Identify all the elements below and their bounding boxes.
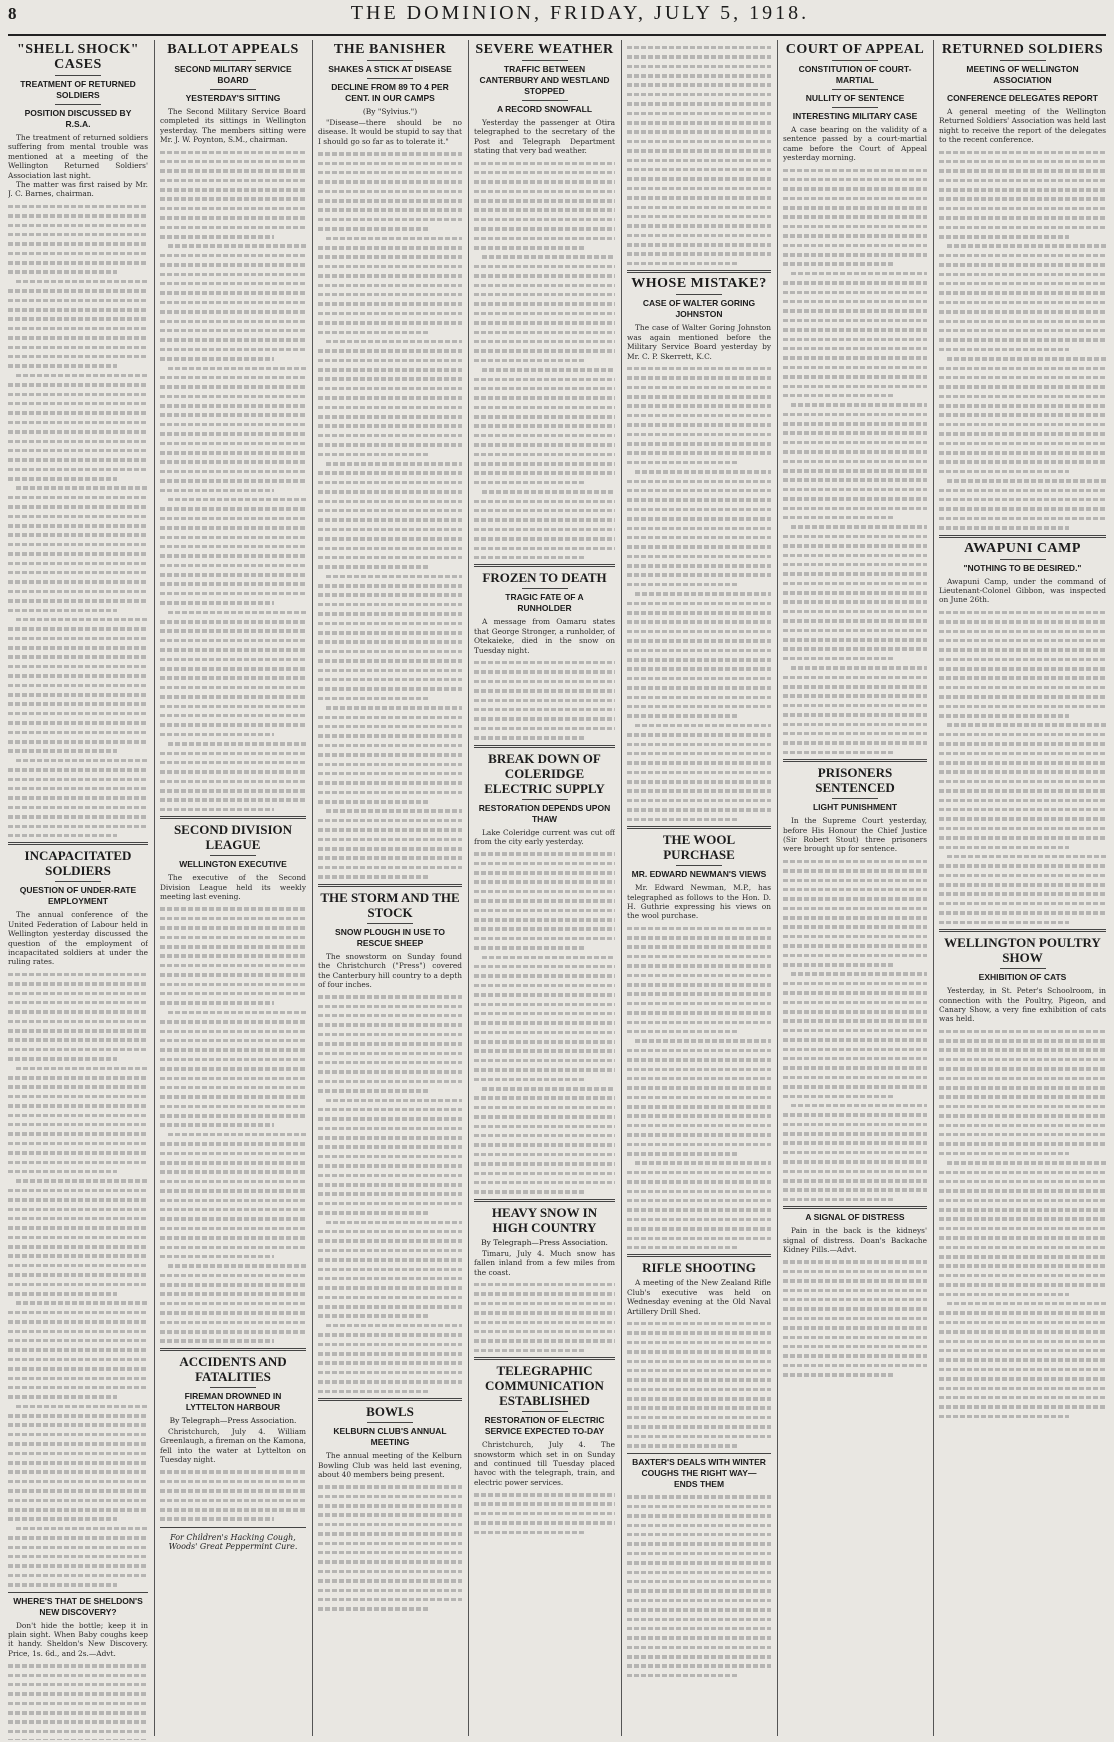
- subhead: LIGHT PUNISHMENT: [812, 802, 898, 813]
- body-text-block: [783, 860, 927, 1202]
- subhead: SHAKES A STICK AT DISEASE: [328, 64, 452, 74]
- column-rule: [621, 40, 622, 1736]
- article-paragraph: Christchurch, July 4. William Greenlaugh, a fireman on the Kamona, fell into the water at Lyttelton on Tuesday night.: [160, 1426, 306, 1465]
- headline-second-division-league: SECOND DIVISION LEAGUE: [173, 822, 293, 853]
- divider: [210, 1387, 256, 1388]
- column-rule: [312, 40, 313, 1736]
- subhead: DECLINE FROM 89 TO 4 PER CENT. IN OUR CAMPS: [331, 82, 449, 103]
- subhead: CASE OF WALTER GORING JOHNSTON: [642, 298, 756, 320]
- ad-headline: WHERE'S THAT DE SHELDON'S NEW DISCOVERY?: [13, 1595, 143, 1617]
- article-paragraph: The annual conference of the United Federation of Labour held in Wellington yesterday discussed the question of the employment of incapacitated soldiers at under the ruling rates.: [8, 910, 148, 967]
- byline: By Telegraph—Press Association.: [481, 1237, 608, 1247]
- article-paragraph: Timaru, July 4. Much snow has fallen inland from a few miles from the coast.: [474, 1248, 615, 1277]
- article-paragraph: Yesterday, in St. Peter's Schoolroom, in connection with the Poultry, Pigeon, and Canary Show, a very fine exhibition of cats was held.: [939, 986, 1106, 1024]
- article-paragraph: "Disease—there should be no disease. It would be stupid to say that I should go so far as to tolerate it.": [318, 118, 462, 146]
- article-paragraph: The annual meeting of the Kelburn Bowling Club was held last evening, about 40 members being present.: [318, 1451, 462, 1479]
- divider: [367, 923, 413, 924]
- article-paragraph: The executive of the Second Division League held its weekly meeting last evening.: [160, 873, 306, 902]
- article-paragraph: Christchurch, July 4. The snowstorm which set in on Sunday and continued till Tuesday placed havoc with the telegraph, train, and electric power services.: [474, 1440, 615, 1487]
- headline-shell-shock: "SHELL SHOCK" CASES: [16, 42, 140, 72]
- subhead: CONFERENCE DELEGATES REPORT: [947, 93, 1098, 103]
- article-paragraph: The snowstorm on Sunday found the Christchurch ("Press") covered the Canterbury hill country to a depth of four inches.: [318, 951, 462, 989]
- article-paragraph: The matter was first raised by Mr. J. C. Barnes, chairman.: [8, 180, 148, 199]
- section-rule: [627, 1254, 771, 1257]
- section-rule: [474, 1199, 615, 1202]
- divider: [522, 1411, 568, 1412]
- section-rule: [474, 564, 615, 567]
- body-text-block: [783, 1260, 927, 1376]
- article-paragraph: Mr. Edward Newman, M.P., has telegraphed as follows to the Hon. D. H. Guthrie expressing his views on the wool purchase.: [627, 883, 771, 921]
- advertisement: [160, 1527, 306, 1551]
- body-text-block: [627, 927, 771, 1250]
- subhead: TRAFFIC BETWEEN CANTERBURY AND WESTLAND STOPPED: [479, 64, 610, 96]
- headline-telegraphic-communication: TELEGRAPHIC COMMUNICATION ESTABLISHED: [485, 1363, 604, 1409]
- article-paragraph: Lake Coleridge current was cut off from the city early yesterday.: [474, 827, 615, 846]
- body-text-block: [474, 852, 615, 1194]
- article-paragraph: A meeting of the New Zealand Rifle Club's executive was held on Wednesday evening at the Old Naval Artillery Drill Shed.: [627, 1278, 771, 1316]
- subhead: A RECORD SNOWFALL: [496, 104, 593, 114]
- headline-bowls: BOWLS: [366, 1404, 414, 1420]
- body-text-block: [939, 1030, 1106, 1419]
- headline-prisoners-sentenced: PRISONERS SENTENCED: [815, 765, 895, 796]
- column-2: [160, 40, 306, 1740]
- divider: [210, 89, 256, 90]
- divider: [367, 1422, 413, 1423]
- divider: [1000, 60, 1046, 61]
- subhead: FIREMAN DROWNED IN LYTTELTON HARBOUR: [184, 1390, 282, 1412]
- body-text-block: [627, 367, 771, 821]
- body-text-block: [474, 661, 615, 740]
- article-paragraph: The Second Military Service Board completed its sittings in Wellington yesterday. The members sitting were Mr. J. W. Poynton, S.M., chairman.: [160, 107, 306, 145]
- subhead: EXHIBITION OF CATS: [978, 972, 1067, 983]
- section-rule: [8, 1592, 148, 1593]
- body-text-block: [783, 169, 927, 755]
- section-rule: [160, 816, 306, 819]
- headline-frozen-to-death: FROZEN TO DEATH: [482, 570, 607, 586]
- body-text-block: [474, 1283, 615, 1352]
- byline: (By "Sylvius."): [362, 107, 418, 116]
- divider: [676, 865, 722, 866]
- divider: [210, 60, 256, 61]
- section-rule: [318, 1398, 462, 1401]
- section-rule: [939, 929, 1106, 932]
- body-text-block: [474, 162, 615, 560]
- divider: [210, 855, 256, 856]
- body-text-block: [8, 205, 148, 838]
- body-text-block: [318, 152, 462, 879]
- headline-coleridge-supply: BREAK DOWN OF COLERIDGE ELECTRIC SUPPLY: [484, 750, 605, 796]
- subhead: MR. EDWARD NEWMAN'S VIEWS: [631, 869, 767, 880]
- subhead: INTERESTING MILITARY CASE: [792, 111, 918, 121]
- divider: [367, 60, 413, 61]
- body-text-block: [318, 1485, 462, 1611]
- body-text-block: [939, 611, 1106, 924]
- ad-headline: BAXTER'S DEALS WITH WINTER COUGHS THE RIGHT WAY—ENDS THEM: [632, 1456, 766, 1489]
- section-rule: [474, 1357, 615, 1360]
- article-paragraph: The case of Walter Goring Johnston was again mentioned before the Military Service Board yesterday by Mr. C. P. Skerrett, K.C.: [627, 323, 771, 361]
- ad-headline: A SIGNAL OF DISTRESS: [805, 1212, 905, 1223]
- body-text-block: [627, 46, 771, 265]
- subhead: POSITION DISCUSSED BY R.S.A.: [24, 108, 132, 129]
- ad-paragraph: Don't hide the bottle; keep it in plain sight. When Baby coughs keep it handy. Sheldon's New Discovery. Price, 1s. 6d., and 2s.—Advt.: [8, 1620, 148, 1658]
- column-rule: [777, 40, 778, 1736]
- subhead: YESTERDAY'S SITTING: [185, 93, 281, 103]
- ad-paragraph: Pain in the back is the kidneys' signal of distress. Doan's Backache Kidney Pills.—Advt.: [783, 1226, 927, 1255]
- section-rule: [783, 1206, 927, 1209]
- headline-accidents-fatalities: ACCIDENTS AND FATALITIES: [179, 1353, 287, 1384]
- column-rule: [154, 40, 155, 1736]
- body-text-block: [160, 151, 306, 812]
- divider: [522, 588, 568, 589]
- article-paragraph: Yesterday the passenger at Otira telegraphed to the secretary of the Post and Telegraph Department stating that very bad weather.: [474, 118, 615, 156]
- headline-severe-weather: SEVERE WEATHER: [475, 42, 614, 57]
- body-text-block: [160, 1470, 306, 1520]
- headline-awapuni-camp: AWAPUNI CAMP: [964, 540, 1081, 556]
- headline-returned-soldiers: RETURNED SOLDIERS: [941, 42, 1104, 57]
- article-paragraph: A general meeting of the Wellington Returned Soldiers' Association was held last night to receive the report of the delegates to the recent conference.: [939, 107, 1106, 145]
- headline-poultry-show: WELLINGTON POULTRY SHOW: [944, 935, 1101, 966]
- article-paragraph: A message from Oamaru states that George Stronger, a runholder, of Otekaieke, died in the snow on Tuesday night.: [474, 617, 615, 655]
- divider: [676, 294, 722, 295]
- divider: [522, 60, 568, 61]
- body-text-block: [8, 973, 148, 1587]
- divider: [832, 60, 878, 61]
- divider: [832, 798, 878, 799]
- article-paragraph: A case bearing on the validity of a sentence passed by a court-martial came before the Court of Appeal yesterday morning.: [783, 125, 927, 163]
- section-rule: [627, 270, 771, 273]
- divider: [55, 881, 101, 882]
- section-rule: [783, 759, 927, 762]
- headline-wool-purchase: THE WOOL PURCHASE: [662, 832, 736, 863]
- subhead: "NOTHING TO BE DESIRED.": [963, 562, 1082, 573]
- section-rule: [160, 1348, 306, 1351]
- body-text-block: [627, 1495, 771, 1677]
- section-rule: [474, 745, 615, 748]
- divider: [522, 100, 568, 101]
- body-text-block: [627, 1322, 771, 1448]
- column-6: [783, 40, 927, 1740]
- section-rule: [939, 535, 1106, 538]
- section-rule: [8, 842, 148, 845]
- article-paragraph: In the Supreme Court yesterday, before His Honour the Chief Justice (Sir Robert Stout) three prisoners were brought up for sentence.: [783, 816, 927, 854]
- section-rule: [318, 884, 462, 887]
- column-4: [474, 40, 615, 1740]
- subhead: TRAGIC FATE OF A RUNHOLDER: [505, 592, 584, 614]
- headline-court-of-appeal: COURT OF APPEAL: [785, 42, 925, 57]
- ad-text: For Children's Hacking Cough, Woods' Great Peppermint Cure.: [168, 1532, 298, 1551]
- divider: [55, 75, 101, 76]
- headline-heavy-snow: HEAVY SNOW IN HIGH COUNTRY: [491, 1204, 598, 1235]
- column-3: [318, 40, 462, 1740]
- body-text-block: [318, 995, 462, 1393]
- article-paragraph: Awapuni Camp, under the command of Lieutenant-Colonel Gibbon, was inspected on June 26th.: [939, 576, 1106, 605]
- newspaper-title: THE DOMINION, FRIDAY, JULY 5, 1918.: [350, 2, 810, 24]
- column-1: [8, 40, 148, 1740]
- body-text-block: [160, 907, 306, 1342]
- subhead: TREATMENT OF RETURNED SOLDIERS: [20, 79, 136, 100]
- column-5: [627, 40, 771, 1740]
- subhead: RESTORATION DEPENDS UPON THAW: [478, 802, 611, 824]
- column-rule: [468, 40, 469, 1736]
- subhead: RESTORATION OF ELECTRIC SERVICE EXPECTED TO-DAY: [484, 1415, 605, 1437]
- divider: [367, 78, 413, 79]
- page-number: 8: [8, 4, 17, 23]
- divider: [522, 799, 568, 800]
- headline-rifle-shooting: RIFLE SHOOTING: [642, 1260, 756, 1276]
- subhead: SNOW PLOUGH IN USE TO RESCUE SHEEP: [335, 926, 445, 948]
- headline-ballot-appeals: BALLOT APPEALS: [167, 42, 299, 57]
- divider: [55, 104, 101, 105]
- headline-the-banisher: THE BANISHER: [333, 42, 447, 57]
- column-7: [939, 40, 1106, 1740]
- subhead: KELBURN CLUB'S ANNUAL MEETING: [333, 1426, 447, 1448]
- subhead: SECOND MILITARY SERVICE BOARD: [174, 64, 292, 85]
- subhead: WELLINGTON EXECUTIVE: [179, 859, 287, 870]
- subhead: NULLITY OF SENTENCE: [805, 93, 905, 103]
- body-text-block: [8, 1664, 148, 1740]
- column-rule: [933, 40, 934, 1736]
- divider: [832, 107, 878, 108]
- section-rule: [627, 1453, 771, 1454]
- section-rule: [627, 826, 771, 829]
- divider: [1000, 968, 1046, 969]
- subhead: MEETING OF WELLINGTON ASSOCIATION: [966, 64, 1079, 85]
- subhead: CONSTITUTION OF COURT-MARTIAL: [798, 64, 912, 85]
- divider: [1000, 559, 1046, 560]
- divider: [1000, 89, 1046, 90]
- article-paragraph: The treatment of returned soldiers suffering from mental trouble was mentioned at a meeting of the Wellington Returned Soldiers' Association last night.: [8, 133, 148, 180]
- headline-storm-and-stock: THE STORM AND THE STOCK: [320, 889, 460, 920]
- body-text-block: [474, 1493, 615, 1534]
- headline-incapacitated-soldiers: INCAPACITATED SOLDIERS: [24, 848, 132, 879]
- subhead: QUESTION OF UNDER-RATE EMPLOYMENT: [19, 885, 137, 907]
- byline: By Telegraph—Press Association.: [169, 1415, 297, 1425]
- body-text-block: [939, 151, 1106, 530]
- headline-whose-mistake: WHOSE MISTAKE?: [631, 276, 767, 292]
- divider: [832, 89, 878, 90]
